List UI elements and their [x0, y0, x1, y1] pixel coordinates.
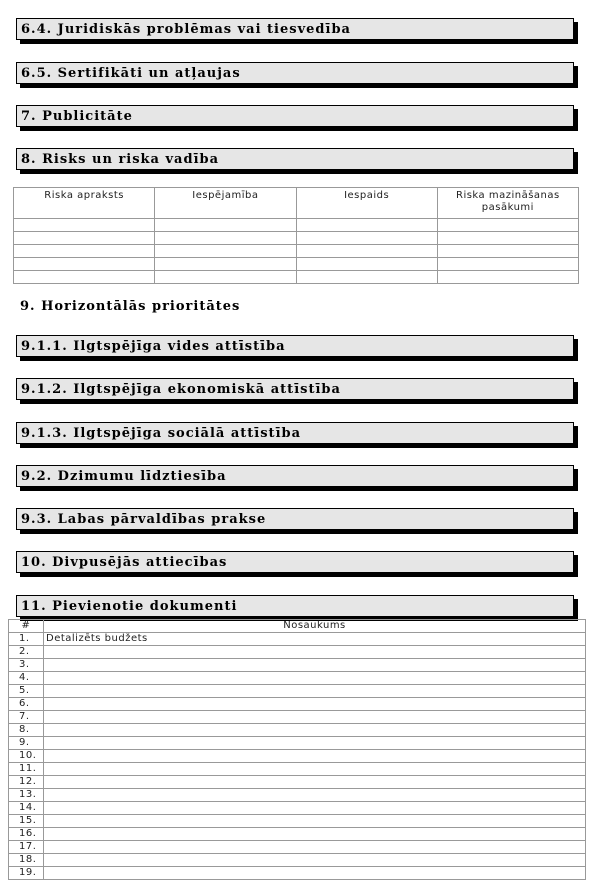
- document-name-cell[interactable]: [44, 867, 586, 880]
- table-row: [9, 841, 586, 854]
- document-name-cell[interactable]: [44, 724, 586, 737]
- risk-cell[interactable]: [437, 232, 578, 245]
- table-row: [9, 815, 586, 828]
- risk-col-probability: Iespējamība: [155, 188, 296, 219]
- table-row: [9, 724, 586, 737]
- section-header-9-1-1: 9.1.1. Ilgtspējīga vides attīstība: [16, 335, 574, 357]
- row-number: 8.: [9, 724, 44, 737]
- section-header-6-4: 6.4. Juridiskās problēmas vai tiesvedība: [16, 18, 574, 40]
- row-number: 14.: [9, 802, 44, 815]
- row-number: 13.: [9, 789, 44, 802]
- table-row: [9, 802, 586, 815]
- table-row: [9, 646, 586, 659]
- document-name-cell[interactable]: [44, 854, 586, 867]
- row-number: 19.: [9, 867, 44, 880]
- row-number: 15.: [9, 815, 44, 828]
- row-number: 10.: [9, 750, 44, 763]
- risk-cell[interactable]: [296, 245, 437, 258]
- table-row: [9, 763, 586, 776]
- risk-cell[interactable]: [14, 219, 155, 232]
- row-number: 16.: [9, 828, 44, 841]
- risk-col-mitigation: Riska mazināšanas pasākumi: [437, 188, 578, 219]
- table-row: [9, 828, 586, 841]
- docs-col-name: Nosaukums: [44, 620, 586, 633]
- risk-row: [14, 271, 579, 284]
- risk-cell[interactable]: [296, 258, 437, 271]
- table-row: [9, 867, 586, 880]
- document-name-cell[interactable]: [44, 737, 586, 750]
- risk-row: [14, 258, 579, 271]
- risk-cell[interactable]: [155, 219, 296, 232]
- row-number: 7.: [9, 711, 44, 724]
- row-number: 6.: [9, 698, 44, 711]
- document-name-cell[interactable]: [44, 646, 586, 659]
- risk-cell[interactable]: [296, 219, 437, 232]
- document-name-cell[interactable]: [44, 776, 586, 789]
- document-name-cell[interactable]: [44, 672, 586, 685]
- risk-cell[interactable]: [14, 258, 155, 271]
- section-header-9-1-3: 9.1.3. Ilgtspējīga sociālā attīstība: [16, 422, 574, 444]
- risk-cell[interactable]: [437, 271, 578, 284]
- document-name-cell[interactable]: Detalizēts budžets: [44, 633, 586, 646]
- row-number: 18.: [9, 854, 44, 867]
- risk-cell[interactable]: [14, 271, 155, 284]
- section-header-7: 7. Publicitāte: [16, 105, 574, 127]
- document-name-cell[interactable]: [44, 698, 586, 711]
- table-row: [9, 789, 586, 802]
- row-number: 11.: [9, 763, 44, 776]
- row-number: 1.: [9, 633, 44, 646]
- table-row: [9, 711, 586, 724]
- document-name-cell[interactable]: [44, 828, 586, 841]
- section-header-9-2: 9.2. Dzimumu līdztiesība: [16, 465, 574, 487]
- document-name-cell[interactable]: [44, 789, 586, 802]
- document-name-cell[interactable]: [44, 711, 586, 724]
- risk-row: [14, 219, 579, 232]
- row-number: 9.: [9, 737, 44, 750]
- row-number: 3.: [9, 659, 44, 672]
- risk-cell[interactable]: [14, 232, 155, 245]
- row-number: 5.: [9, 685, 44, 698]
- table-row: [9, 633, 586, 646]
- document-name-cell[interactable]: [44, 685, 586, 698]
- document-name-cell[interactable]: [44, 763, 586, 776]
- risk-cell[interactable]: [14, 245, 155, 258]
- risk-row: [14, 245, 579, 258]
- table-row: [9, 737, 586, 750]
- section-header-9-3: 9.3. Labas pārvaldības prakse: [16, 508, 574, 530]
- table-row: [9, 776, 586, 789]
- document-name-cell[interactable]: [44, 659, 586, 672]
- attached-documents-table: [8, 619, 586, 880]
- document-name-cell[interactable]: [44, 750, 586, 763]
- horizontal-priorities-heading: 9. Horizontālās prioritātes: [20, 299, 241, 314]
- risk-cell[interactable]: [155, 258, 296, 271]
- risk-cell[interactable]: [437, 245, 578, 258]
- risk-cell[interactable]: [296, 232, 437, 245]
- table-row: [9, 659, 586, 672]
- risk-cell[interactable]: [155, 245, 296, 258]
- row-number: 4.: [9, 672, 44, 685]
- table-row: [9, 685, 586, 698]
- section-header-11: 11. Pievienotie dokumenti: [16, 595, 574, 617]
- risk-cell[interactable]: [296, 271, 437, 284]
- section-header-10: 10. Divpusējās attiecības: [16, 551, 574, 573]
- document-name-cell[interactable]: [44, 841, 586, 854]
- table-row: [9, 750, 586, 763]
- risk-col-description: Riska apraksts: [14, 188, 155, 219]
- section-header-8: 8. Risks un riska vadība: [16, 148, 574, 170]
- risk-cell[interactable]: [437, 219, 578, 232]
- section-header-9-1-2: 9.1.2. Ilgtspējīga ekonomiskā attīstība: [16, 378, 574, 400]
- section-header-6-5: 6.5. Sertifikāti un atļaujas: [16, 62, 574, 84]
- docs-col-number: #: [9, 620, 44, 633]
- row-number: 2.: [9, 646, 44, 659]
- table-row: [9, 854, 586, 867]
- document-name-cell[interactable]: [44, 815, 586, 828]
- risk-col-impact: Iespaids: [296, 188, 437, 219]
- table-row: [9, 698, 586, 711]
- risk-cell[interactable]: [437, 258, 578, 271]
- row-number: 12.: [9, 776, 44, 789]
- risk-table: [13, 187, 579, 284]
- row-number: 17.: [9, 841, 44, 854]
- document-name-cell[interactable]: [44, 802, 586, 815]
- table-row: [9, 672, 586, 685]
- risk-cell[interactable]: [155, 232, 296, 245]
- risk-cell[interactable]: [155, 271, 296, 284]
- risk-row: [14, 232, 579, 245]
